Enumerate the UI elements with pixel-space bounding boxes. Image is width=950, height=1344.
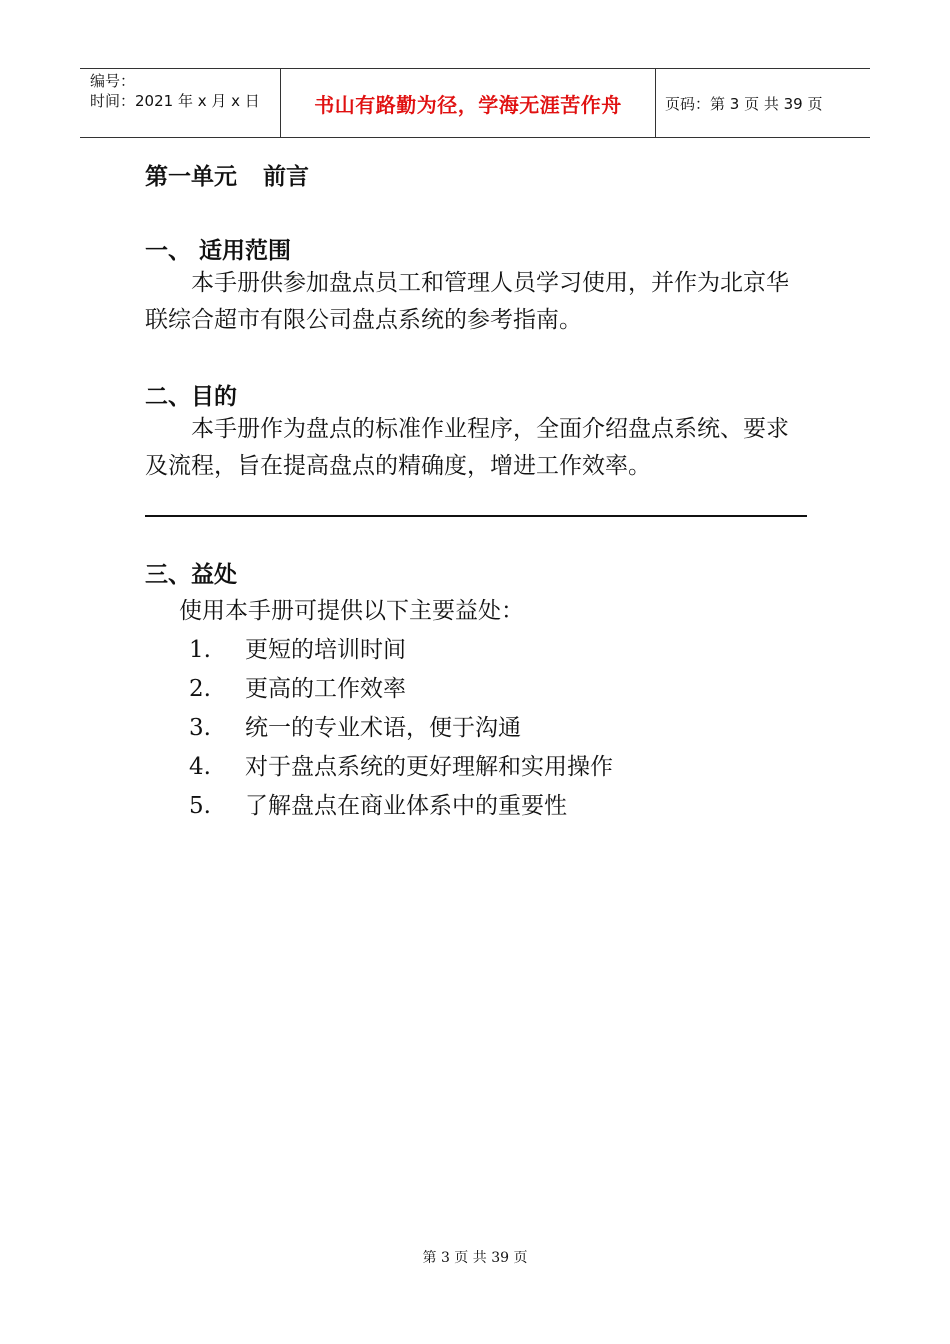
list-item [189, 709, 521, 742]
unit-name: 前言 [263, 164, 309, 190]
page-header [80, 68, 870, 138]
header-left-cell [80, 69, 280, 137]
section-heading-scope: 一、 适用范围 [145, 238, 292, 264]
list-item [189, 670, 406, 703]
list-item-number: 4. [189, 754, 211, 780]
list-item-number: 5. [189, 793, 211, 819]
footer-page-number: 第 3 页 共 39 页 [422, 1250, 528, 1266]
list-item-text: 对于盘点系统的更好理解和实用操作 [245, 754, 613, 780]
list-item-text: 更高的工作效率 [245, 676, 406, 702]
list-item [189, 748, 613, 781]
section-heading-benefits: 三、益处 [145, 562, 237, 588]
list-item-text: 统一的专业术语，便于沟通 [245, 715, 521, 741]
time-label: 时间：2021 年 x 月 x 日 [90, 92, 260, 110]
page-footer [0, 1247, 950, 1267]
motto-text: 书山有路勤为径，学海无涯苦作舟 [314, 92, 622, 117]
header-page-info-cell [655, 69, 870, 137]
section-body-scope: 本手册供参加盘点员工和管理人员学习使用，并作为北京华联综合超市有限公司盘点系统的参考指南。 [145, 270, 789, 333]
list-item-number: 3. [189, 715, 211, 741]
page-info: 页码：第 3 页 共 39 页 [665, 94, 823, 113]
list-item [189, 631, 406, 664]
section-body-purpose: 本手册作为盘点的标准作业程序，全面介绍盘点系统、要求及流程，旨在提高盘点的精确度，增进工作效率。 [145, 416, 789, 479]
list-item-text: 更短的培训时间 [245, 637, 406, 663]
benefits-intro: 使用本手册可提供以下主要益处： [179, 598, 524, 624]
list-item-number: 1. [189, 637, 211, 663]
horizontal-rule [145, 515, 807, 517]
list-item [189, 787, 567, 820]
header-motto-cell [280, 69, 656, 137]
number-label: 编号： [90, 72, 136, 90]
section-heading-purpose: 二、目的 [145, 384, 237, 410]
unit-label: 第一单元 [145, 164, 237, 190]
list-item-number: 2. [189, 676, 211, 702]
unit-title [145, 158, 309, 191]
list-item-text: 了解盘点在商业体系中的重要性 [245, 793, 567, 819]
